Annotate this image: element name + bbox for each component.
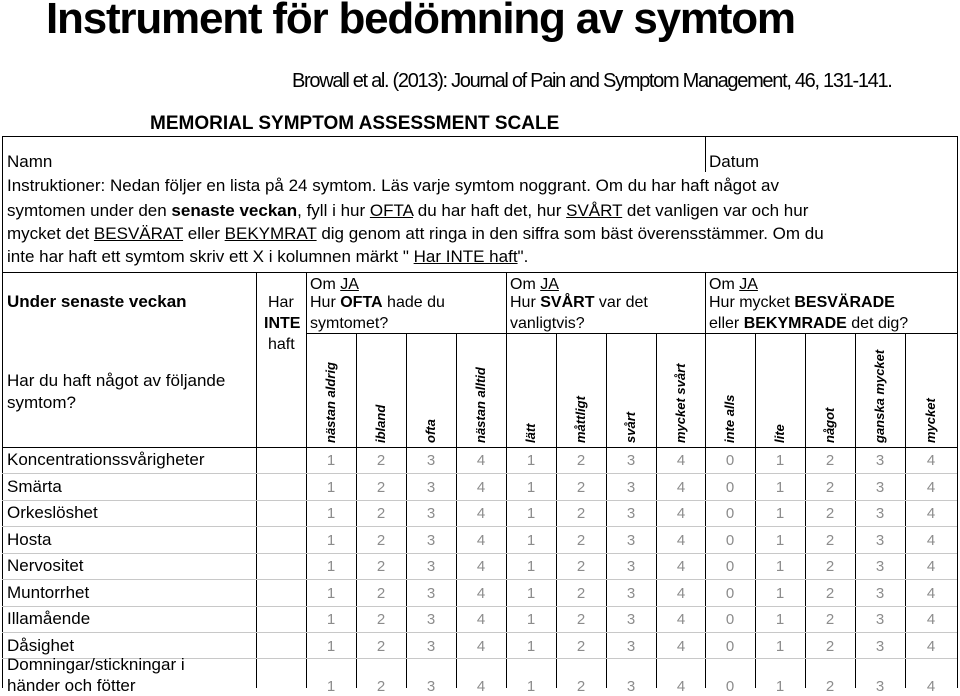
rating-option[interactable]: 4 (476, 611, 486, 628)
rating-option[interactable]: 4 (676, 479, 686, 496)
severity-question: Hur SVÅRT var det (510, 294, 648, 311)
rating-option[interactable]: 2 (576, 638, 586, 655)
if-yes-label: Om JA (709, 276, 758, 293)
rating-option[interactable]: 4 (676, 678, 686, 695)
rating-option[interactable]: 0 (725, 611, 735, 628)
symptom-label: Smärta (7, 477, 62, 496)
instructions-line-4: inte har haft ett symtom skriv ett X i kolumnen märkt " Har INTE haft". (7, 247, 529, 266)
rating-option[interactable]: 4 (676, 452, 686, 469)
frequency-question: Hur OFTA hade du (310, 294, 445, 311)
rating-option[interactable]: 2 (825, 479, 835, 496)
rating-option[interactable]: 3 (626, 678, 636, 695)
rating-option[interactable]: 3 (426, 505, 436, 522)
rating-option[interactable]: 2 (376, 638, 386, 655)
rating-option[interactable]: 2 (825, 558, 835, 575)
rating-option[interactable]: 1 (526, 611, 536, 628)
rating-option[interactable]: 0 (725, 558, 735, 575)
rating-option[interactable]: 3 (426, 585, 436, 602)
rating-option[interactable]: 2 (376, 505, 386, 522)
rating-option[interactable]: 3 (626, 452, 636, 469)
rating-option[interactable]: 3 (426, 558, 436, 575)
rating-option[interactable]: 0 (725, 505, 735, 522)
rating-option[interactable]: 4 (926, 678, 936, 695)
if-yes-label: Om JA (310, 276, 359, 293)
rating-option[interactable]: 4 (476, 452, 486, 469)
instructions-line-1: Instruktioner: Nedan följer en lista på 24 symtom. Läs varje symtom noggrant. Om du har haft något av (7, 176, 779, 195)
rating-option[interactable]: 2 (576, 479, 586, 496)
rating-option[interactable]: 4 (926, 638, 936, 655)
rating-option[interactable]: 3 (426, 479, 436, 496)
not-had-line-1: Har (268, 294, 294, 311)
rating-option[interactable]: 1 (526, 678, 536, 695)
rating-option[interactable]: 1 (526, 558, 536, 575)
rating-option[interactable]: 0 (725, 532, 735, 549)
rating-option[interactable]: 4 (476, 479, 486, 496)
rating-option[interactable]: 0 (725, 638, 735, 655)
rating-option[interactable]: 3 (626, 479, 636, 496)
scale-label: något (822, 407, 837, 443)
scale-label: lite (772, 424, 787, 443)
distress-question: Hur mycket BESVÄRADE (709, 294, 895, 311)
rating-option[interactable]: 3 (875, 611, 885, 628)
rating-option[interactable]: 1 (526, 585, 536, 602)
scale-label: nästan alltid (473, 367, 488, 443)
rating-option[interactable]: 3 (426, 611, 436, 628)
rating-option[interactable]: 4 (676, 505, 686, 522)
rating-option[interactable]: 3 (875, 452, 885, 469)
rating-option[interactable]: 1 (526, 479, 536, 496)
symptom-label: Illamående (7, 609, 91, 628)
instructions-line-2: symtomen under den senaste veckan, fyll i hur OFTA du har haft det, hur SVÅRT det vanligen var och hur (7, 201, 809, 220)
rating-option[interactable]: 0 (725, 452, 735, 469)
page-title: Instrument för bedömning av symtom (46, 0, 795, 43)
rating-option[interactable]: 1 (326, 505, 336, 522)
rating-option[interactable]: 1 (775, 678, 785, 695)
scale-label: lätt (523, 423, 538, 443)
not-had-line-3: haft (268, 336, 295, 353)
scale-label: måttligt (573, 396, 588, 443)
if-yes-emphasis: JA (540, 276, 559, 293)
frequency-question-line-2: symtomet? (310, 315, 389, 332)
rating-option[interactable]: 2 (376, 558, 386, 575)
rating-option[interactable]: 1 (326, 558, 336, 575)
rating-option[interactable]: 2 (825, 452, 835, 469)
rating-option[interactable]: 4 (476, 558, 486, 575)
rating-option[interactable]: 3 (875, 505, 885, 522)
rating-option[interactable]: 1 (775, 611, 785, 628)
severity-question-line-2: vanligtvis? (510, 315, 585, 332)
rating-option[interactable]: 2 (376, 479, 386, 496)
rating-option[interactable]: 0 (725, 678, 735, 695)
rating-option[interactable]: 4 (476, 638, 486, 655)
rating-option[interactable]: 2 (576, 678, 586, 695)
citation: Browall et al. (2013): Journal of Pain and Symptom Management, 46, 131-141. (292, 70, 892, 92)
rating-option[interactable]: 2 (376, 678, 386, 695)
rating-option[interactable]: 0 (725, 479, 735, 496)
rating-option[interactable]: 3 (626, 611, 636, 628)
question-line-1: Har du haft något av följande (7, 371, 226, 390)
if-yes-emphasis: JA (739, 276, 758, 293)
rating-option[interactable]: 2 (576, 558, 586, 575)
rating-option[interactable]: 4 (926, 479, 936, 496)
symptom-label: Hosta (7, 530, 52, 549)
rating-option[interactable]: 1 (326, 452, 336, 469)
question-line-2: symtom? (7, 393, 76, 412)
rating-option[interactable]: 4 (676, 558, 686, 575)
rating-option[interactable]: 1 (526, 452, 536, 469)
rating-option[interactable]: 3 (875, 585, 885, 602)
rating-option[interactable]: 2 (376, 532, 386, 549)
rating-option[interactable]: 3 (875, 558, 885, 575)
rating-option[interactable]: 2 (825, 611, 835, 628)
rating-option[interactable]: 3 (426, 452, 436, 469)
rating-option[interactable]: 1 (326, 678, 336, 695)
symptom-label: Koncentrationssvårigheter (7, 450, 205, 469)
rating-option[interactable]: 3 (426, 678, 436, 695)
rating-option[interactable]: 4 (926, 585, 936, 602)
symptom-label: Domningar/stickningar i (7, 655, 185, 674)
rating-option[interactable]: 3 (626, 505, 636, 522)
symptom-label: Dåsighet (7, 636, 75, 655)
rating-option[interactable]: 1 (326, 585, 336, 602)
rating-option[interactable]: 1 (775, 585, 785, 602)
rating-option[interactable]: 1 (526, 532, 536, 549)
rating-option[interactable]: 3 (626, 638, 636, 655)
scale-label: mycket svårt (673, 363, 688, 443)
rating-option[interactable]: 3 (626, 585, 636, 602)
rating-option[interactable]: 1 (526, 505, 536, 522)
rating-option[interactable]: 1 (775, 532, 785, 549)
rating-option[interactable]: 4 (676, 585, 686, 602)
if-yes-emphasis: JA (340, 276, 359, 293)
if-yes-label: Om JA (510, 276, 559, 293)
rating-option[interactable]: 4 (926, 611, 936, 628)
rating-option[interactable]: 4 (926, 505, 936, 522)
rating-option[interactable]: 1 (775, 479, 785, 496)
scale-label: nästan aldrig (323, 362, 338, 443)
not-had-line-2: INTE (264, 315, 301, 332)
rating-option[interactable]: 2 (825, 532, 835, 549)
rating-option[interactable]: 2 (376, 611, 386, 628)
rating-option[interactable]: 4 (476, 532, 486, 549)
symptom-label: Muntorrhet (7, 583, 90, 602)
rating-option[interactable]: 1 (326, 532, 336, 549)
scale-label: inte alls (722, 394, 737, 443)
scale-label: mycket (923, 398, 938, 443)
rating-option[interactable]: 2 (576, 532, 586, 549)
rating-option[interactable]: 4 (476, 585, 486, 602)
rating-option[interactable]: 3 (875, 479, 885, 496)
rating-option[interactable]: 3 (875, 532, 885, 549)
rating-option[interactable]: 2 (376, 585, 386, 602)
rating-option[interactable]: 4 (676, 532, 686, 549)
rating-option[interactable]: 2 (825, 678, 835, 695)
rating-option[interactable]: 1 (775, 558, 785, 575)
rating-option[interactable]: 1 (526, 638, 536, 655)
rating-option[interactable]: 4 (676, 611, 686, 628)
symptom-label: Nervositet (7, 556, 84, 575)
scale-label: ofta (423, 419, 438, 443)
rating-option[interactable]: 1 (775, 505, 785, 522)
rating-option[interactable]: 4 (926, 532, 936, 549)
scale-label: svårt (623, 411, 638, 443)
rating-option[interactable]: 2 (576, 611, 586, 628)
rating-option[interactable]: 4 (926, 452, 936, 469)
rating-option[interactable]: 2 (576, 505, 586, 522)
scale-label: ibland (373, 404, 388, 443)
scale-label: ganska mycket (872, 349, 887, 443)
rating-option[interactable]: 4 (476, 678, 486, 695)
rating-option[interactable]: 4 (476, 505, 486, 522)
instructions-line-3: mycket det BESVÄRAT eller BEKYMRAT dig genom att ringa in den siffra som bäst överensstämmer. Om du (7, 224, 824, 243)
rating-option[interactable]: 1 (775, 452, 785, 469)
rating-option[interactable]: 4 (676, 638, 686, 655)
form-title: MEMORIAL SYMPTOM ASSESSMENT SCALE (150, 113, 560, 134)
rating-option[interactable]: 1 (326, 479, 336, 496)
rating-option[interactable]: 3 (875, 678, 885, 695)
date-label: Datum (709, 152, 760, 171)
rating-option[interactable]: 2 (576, 585, 586, 602)
symptom-label: händer och fötter (7, 676, 136, 695)
rating-option[interactable]: 0 (725, 585, 735, 602)
rating-option[interactable]: 2 (825, 638, 835, 655)
rating-option[interactable]: 2 (825, 585, 835, 602)
symptom-label: Orkeslöshet (7, 503, 98, 522)
rating-option[interactable]: 2 (576, 452, 586, 469)
rating-option[interactable]: 3 (626, 532, 636, 549)
rating-option[interactable]: 2 (825, 505, 835, 522)
rating-option[interactable]: 1 (326, 611, 336, 628)
rating-option[interactable]: 3 (626, 558, 636, 575)
rating-option[interactable]: 3 (426, 638, 436, 655)
name-label: Namn (7, 152, 53, 171)
distress-question-line-2: eller BEKYMRADE det dig? (709, 315, 909, 332)
rating-option[interactable]: 3 (875, 638, 885, 655)
rating-option[interactable]: 1 (326, 638, 336, 655)
week-heading: Under senaste veckan (7, 292, 187, 311)
rating-option[interactable]: 2 (376, 452, 386, 469)
rating-option[interactable]: 1 (775, 638, 785, 655)
rating-option[interactable]: 4 (926, 558, 936, 575)
rating-option[interactable]: 3 (426, 532, 436, 549)
